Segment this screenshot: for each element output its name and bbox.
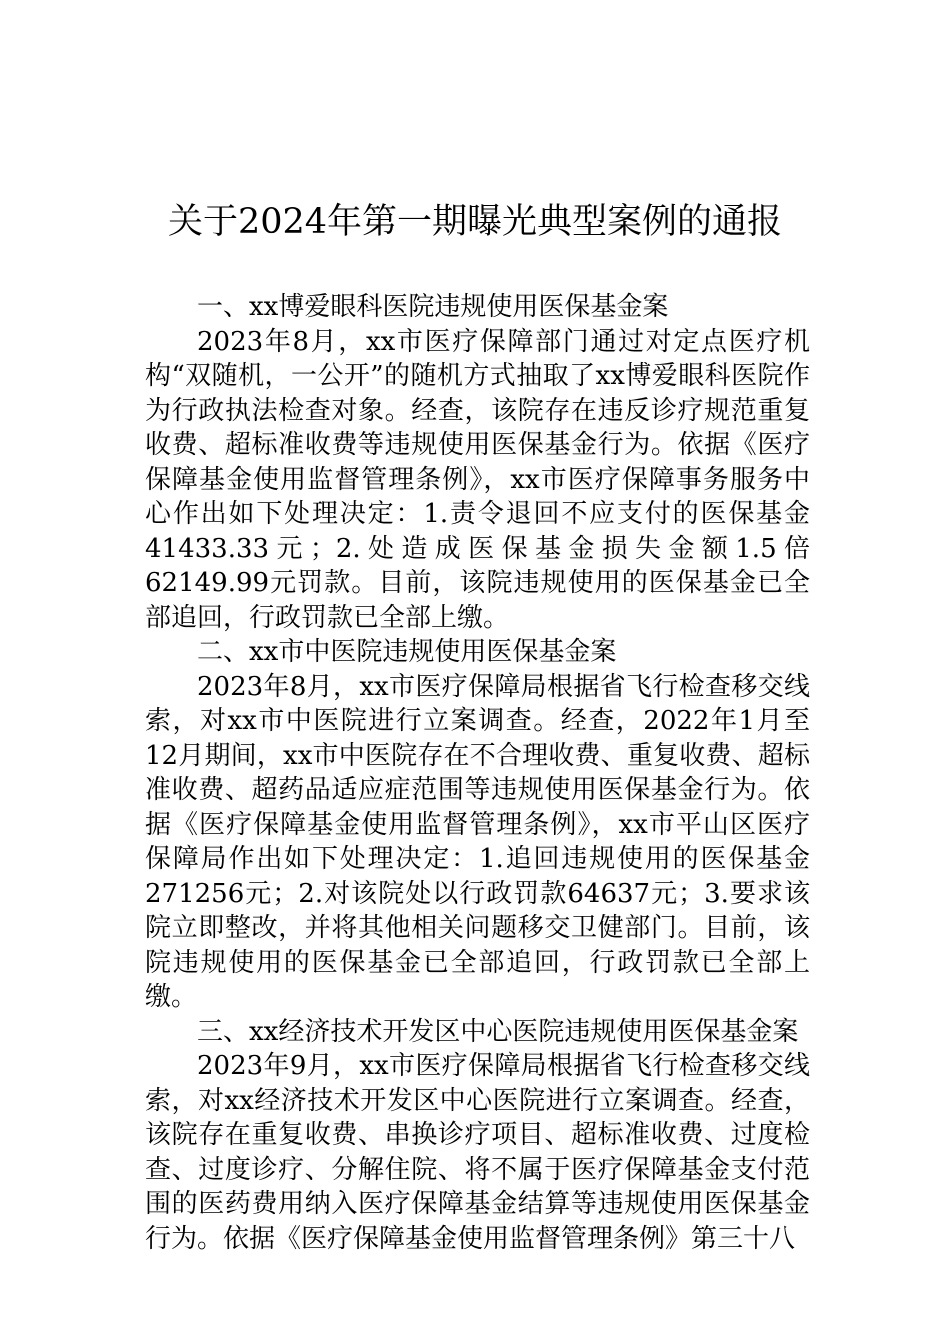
section-2-body: 2023年8月，xx市医疗保障局根据省飞行检查移交线索，对xx市中医院进行立案调查。经查，2022年1月至12月期间，xx市中医院存在不合理收费、重复收费、超标准收费、超药品适应症范围等违规使用医保基金行为。依据《医疗保障基金使用监督管理条例》，xx市平山区医疗保障局作出如下处理决定：1.追回违规使用的医保基金271256元；2.对该院处以行政罚款64637元；3.要求该院立即整改，并将其他相关问题移交卫健部门。目前，该院违规使用的医保基金已全部追回，行政罚款已全部上缴。 (145, 671, 810, 1012)
section-3-body: 2023年9月，xx市医疗保障局根据省飞行检查移交线索，对xx经济技术开发区中心医院进行立案调查。经查，该院存在重复收费、串换诊疗项目、超标准收费、过度检查、过度诊疗、分解住院、将不属于医疗保障基金支付范围的医药费用纳入医疗保障基金结算等违规使用医保基金行为。依据《医疗保障基金使用监督管理条例》第三十八 (145, 1051, 810, 1254)
section-2-heading: 二、xx市中医院违规使用医保基金案 (197, 637, 617, 667)
document-title: 关于2024年第一期曝光典型案例的通报 (167, 202, 783, 242)
document-body (145, 290, 810, 1256)
section-3-heading: 三、xx经济技术开发区中心医院违规使用医保基金案 (197, 1016, 799, 1047)
section-1-heading: 一、xx博爱眼科医院违规使用医保基金案 (197, 292, 669, 322)
section-1-body: 2023年8月，xx市医疗保障部门通过对定点医疗机构“双随机，一公开”的随机方式抽取了xx博爱眼科医院作为行政执法检查对象。经查，该院存在违反诊疗规范重复收费、超标准收费等违规使用医保基金行为。依据《医疗保障基金使用监督管理条例》，xx市医疗保障事务服务中心作出如下处理决定：1.责令退回不应支付的医保基金41433.33元；2.处造成医保基金损失金额1.5倍62149.99元罚款。目前，该院违规使用的医保基金已全部追回，行政罚款已全部上缴。 (145, 326, 810, 633)
